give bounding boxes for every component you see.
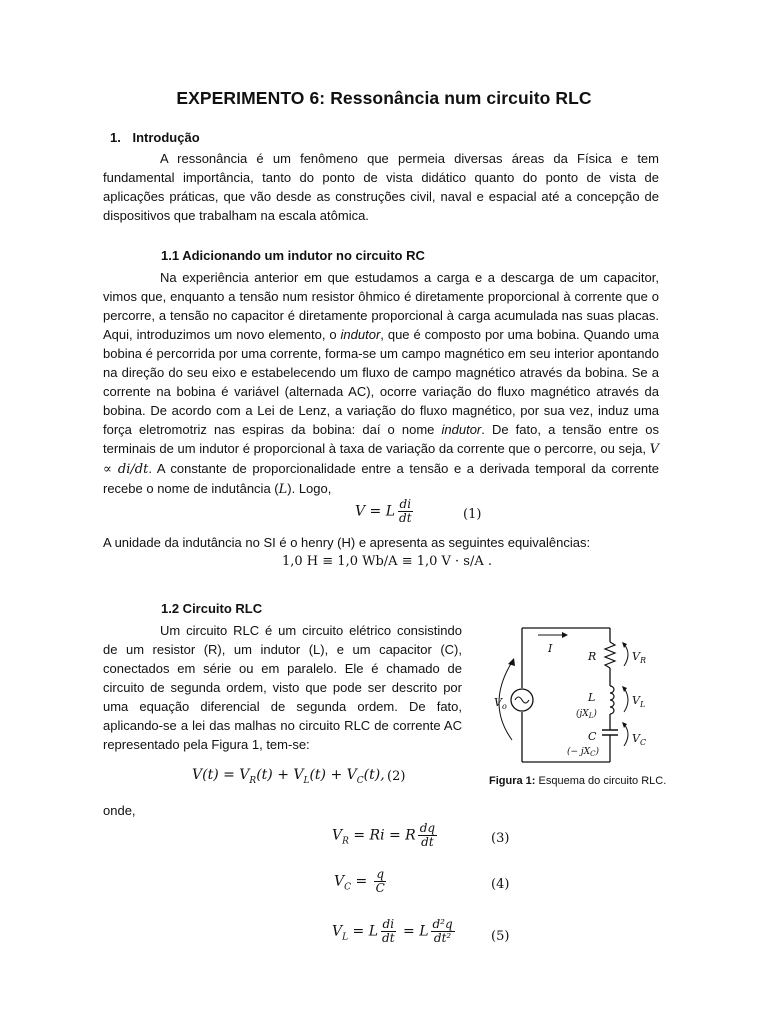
section-1-number: 1. [110,130,121,145]
equation-3-numerator: dq [419,821,436,835]
equation-5-v: V [332,923,343,940]
source-voltage-label [494,696,507,711]
equation-4-denominator: C [375,881,385,895]
section-1-1-heading: 1.1 Adicionando um indutor no circuito RC [161,248,425,263]
jxl-sub: L [588,712,594,720]
equation-3-v: V [332,827,343,844]
inductor-text-4: . A constante de proporcionalidade entre a tensão e a derivada temporal da corrente recebe o nome de indutância ( [103,461,660,496]
rlc-paragraph: Um circuito RLC é um circuito elétrico consistindo de um resistor (R), um indutor (L), e um capacitor (C), conectados em série ou em paralelo. Ele é chamado de circuito de segunda ordem, visto que pode ser descrito por uma equação diferencial de segunda ordem. De fato, aplicando-se a lei das malhas no circuito RLC de corrente AC representado pela Figura 1, tem-se: [103,623,462,752]
inductor-text-3: . De fato, a tensão entre os terminais de um indutor é proporcional à taxa de variação da corrente que o percorre, ou seja, [103,422,659,456]
equation-4-label: (4) [491,877,510,892]
onde-text: onde, [103,803,136,818]
equation-3-sub: R [342,836,349,847]
equation-2-label: (2) [387,769,406,784]
rlc-circuit-diagram [478,616,668,772]
vr-sub: R [639,656,646,665]
equation-5 [332,918,457,945]
equation-3-label: (3) [491,831,510,846]
equation-5-numerator-1: di [382,917,395,931]
vo-sub: o [501,702,507,711]
proportional-expression: V ∝ di/dt [103,442,659,477]
section-1-heading [110,130,200,145]
jxc-sub: C [590,750,596,758]
section-1-title: Introdução [132,130,200,145]
vl-sub: L [639,700,646,709]
equation-1-denominator: dt [399,511,412,525]
figure-caption [489,775,666,787]
equation-5-label: (5) [491,929,510,944]
vl-arrow [624,688,628,712]
equation-1-lhs: V = L [355,503,396,520]
equation-3-mid: = Ri = R [348,827,416,844]
figure-caption-label: Figura 1: [489,775,536,787]
current-label: I [548,642,553,655]
jxl-main: (jX [576,709,589,719]
capacitor-reactance-label [567,746,599,758]
current-arrow-head [562,632,568,638]
page-title: EXPERIMENTO 6: Ressonância num circuito RLC [176,88,592,108]
equation-1 [355,498,416,525]
equation-4-sub: C [344,882,352,893]
inductor-reactance-label [576,708,597,720]
equation-5-denominator-1: dt [382,931,395,945]
equation-1-numerator: di [399,497,412,511]
figure-caption-text: Esquema do circuito RLC. [535,775,667,787]
vr-arrow [624,644,628,666]
equation-4-v: V [334,873,345,890]
equation-1-label: (1) [463,507,482,522]
vc-label [632,732,646,747]
inductor-text-5: ). Logo, [287,481,332,496]
units-equation: 1,0 H ≡ 1,0 Wb/A ≡ 1,0 V · s/A . [282,554,493,569]
units-text: A unidade da indutância no SI é o henry (H) e apresenta as seguintes equivalências: [103,535,591,550]
inductor-symbol [610,686,614,714]
vc-main: V [632,732,640,745]
equation-2 [192,767,385,786]
jxc-close: ) [595,747,599,757]
vl-label [632,694,645,709]
equation-2-body: $V(t) = V_R(t) + V_L(t) + V_C(t)$, [192,767,385,786]
section-1-2-heading: 1.2 Circuito RLC [161,601,263,616]
source-voltage-arrow-head [508,658,515,666]
jxc-main: (− jX [567,747,591,757]
capacitor-label: C [588,730,597,743]
vl-main: V [632,694,640,707]
vc-sub: C [639,738,647,747]
equation-5-numerator-2: d²q [432,917,453,931]
vr-main: V [632,650,640,663]
inductance-symbol: L [278,482,288,497]
vo-main: V [494,696,502,709]
resistor-label: R [588,650,597,663]
equation-3 [332,822,439,849]
vc-arrow [624,724,628,746]
equation-5-denominator-2: dt² [433,931,452,945]
vr-label [632,650,646,665]
inductor-text-1: Na experiência anterior em que estudamos a carga e a descarga de um capacitor, vimos que, enquanto a tensão num resistor ôhmico é diretamente proporcional à corrente que o percorre, a tensão no capacitor é diretamente proporcional à carga acumulada nas suas placas. Aqui, introduzimos um novo elemento, o [103,270,659,342]
inductor-italic-2: indutor [441,422,482,437]
inductor-italic-1: indutor [340,327,381,342]
equation-5-mid2: = L [398,923,429,940]
equation-4-mid: = [351,873,372,890]
inductor-paragraph [103,268,659,499]
equation-4-numerator: q [376,867,385,881]
equation-4 [334,868,389,895]
equation-5-sub: L [342,932,349,943]
resistor-symbol [605,642,615,668]
equation-5-mid: = L [348,923,379,940]
inductor-text-2: , que é composto por uma bobina. Quando uma bobina é percorrida por uma corrente, forma-se um campo magnético em seu interior apontando na direção do seu eixo e estabelecendo um fluxo de campo magnético através da bobina. Se a corrente na bobina é variável (alternada AC), ocorre variação do fluxo magnético através da bobina. De acordo com a Lei de Lenz, a variação do fluxo magnético, por sua vez, induz uma força eletromotriz nas espiras da bobina: daí o nome [103,327,659,437]
jxl-close: ) [593,709,597,719]
intro-paragraph: A ressonância é um fenômeno que permeia diversas áreas da Física e tem fundamental importância, tanto do ponto de vista didático quanto do ponto de vista de aplicações práticas, que vão desde as construções civil, naval e espacial até a concepção de dispositivos que trabalham na escala atômica. [103,151,659,223]
inductor-label: L [588,691,596,704]
equation-3-denominator: dt [421,835,434,849]
